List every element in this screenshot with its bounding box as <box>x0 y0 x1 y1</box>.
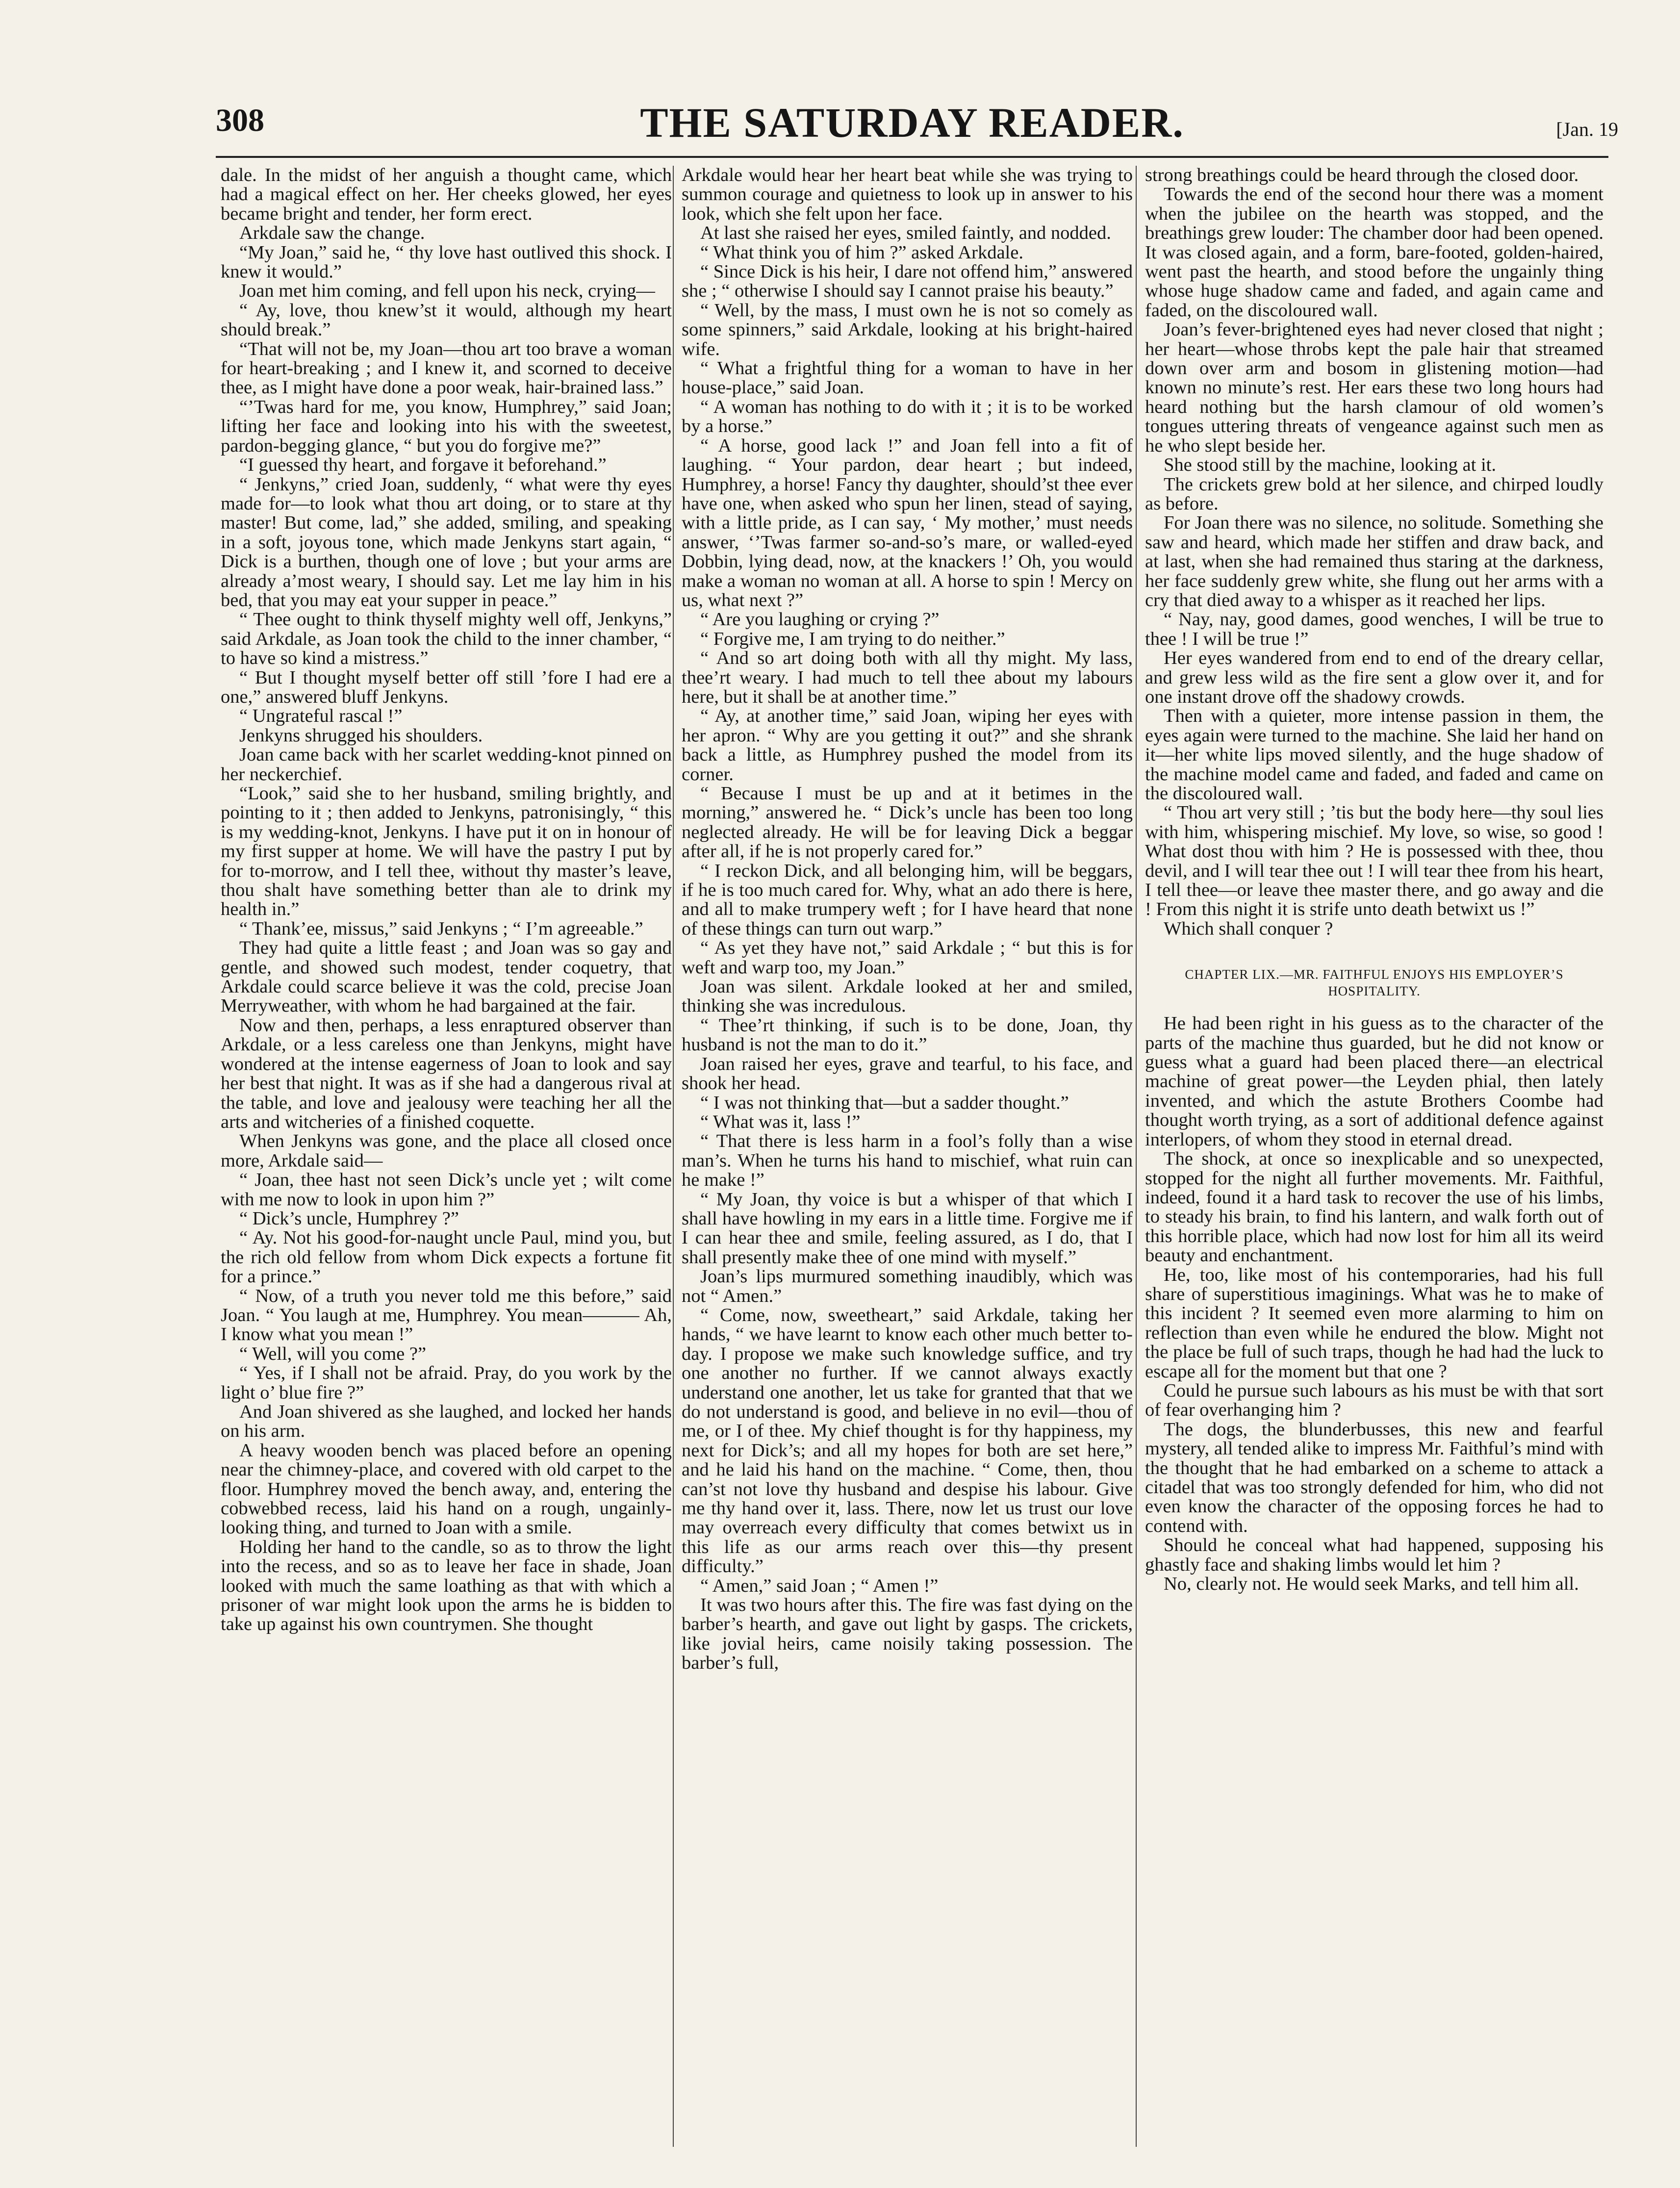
paragraph: “ Now, of a truth you never told me this before,” said Joan. “ You laugh at me, Humphrey. You mean——— Ah, I know what you mean !” <box>221 1285 672 1345</box>
paragraph: Joan’s lips murmured something inaudibly, which was not “ Amen.” <box>682 1266 1133 1306</box>
paragraph: “Look,” said she to her husband, smiling brightly, and pointing to it ; then added to Jenkyns, patronisingly, “ this is my wedding-knot, Jenkyns. I have put it on in honour of my first supper at home. We will have the pastry I put by for to-morrow, and I tell thee, without thy master’s leave, thou shalt have something better than ale to drink my health in.” <box>221 783 672 920</box>
paragraph: It was two hours after this. The fire was fast dying on the barber’s hearth, and gave out light by gasps. The crickets, like jovial heirs, came noisily taking possession. The barber’s full, <box>682 1595 1133 1674</box>
paragraph: “ Ungrateful rascal !” <box>239 706 403 727</box>
paragraph: “’Twas hard for me, you know, Humphrey,” said Joan; lifting her face and looking into his with the sweetest, pardon-begging glance, “ but you do forgive me?” <box>221 396 672 456</box>
text-column-1 <box>221 166 672 2147</box>
paragraph: “I guessed thy heart, and forgave it beforehand.” <box>239 455 607 476</box>
paragraph: “ A woman has nothing to do with it ; it is to be worked by a horse.” <box>682 396 1133 437</box>
paragraph: The shock, at once so inexplicable and so unexpected, stopped for the night all further movements. Mr. Faithful, indeed, found it a hard task to recover the use of his limbs, to steady his brain, to find his lantern, and walk forth out of this horrible place, which had now lost for him all its weird beauty and enchantment. <box>1145 1148 1604 1266</box>
paragraph: “ Well, will you come ?” <box>239 1343 427 1364</box>
masthead: THE SATURDAY READER. <box>640 99 1184 146</box>
paragraph: “ Ay, love, thou knew’st it would, although my heart should break.” <box>221 300 672 340</box>
paragraph: “ Forgive me, I am trying to do neither.” <box>700 628 1005 649</box>
paragraph: “ I reckon Dick, and all belonging him, will be beggars, if he is too much cared for. Why, what an ado there is here, and all to make trumpery weft ; for I have heard that none of these things can turn out warp.” <box>682 860 1133 939</box>
paragraph: Arkdale saw the change. <box>239 223 425 244</box>
paragraph: The crickets grew bold at her silence, and chirped loudly as before. <box>1145 474 1604 514</box>
paragraph: No, clearly not. He would seek Marks, and tell him all. <box>1164 1574 1579 1595</box>
paragraph: Her eyes wandered from end to end of the dreary cellar, and grew less wild as the fire sent a glow over it, and for one instant drove off the shadowy crowds. <box>1145 648 1604 707</box>
header-rule <box>216 156 1608 158</box>
paragraph: Arkdale would hear her heart beat while she was trying to summon courage and quietness to look up in answer to his look, which she felt upon her face. <box>682 166 1133 224</box>
chapter-heading: CHAPTER LIX.—MR. FAITHFUL ENJOYS HIS EMPLOYER’S HOSPITALITY. <box>1185 967 1564 999</box>
paragraph: “ Thee ought to think thyself mighty well off, Jenkyns,” said Arkdale, as Joan took the child to the inner chamber, “ to have so kind a mistress.” <box>221 609 672 669</box>
paragraph: “ Thou art very still ; ’tis but the body here—thy soul lies with him, whispering mischief. My love, so wise, so good ! What dost thou with him ? He is possessed with thee, thou devil, and I will tear thee out ! I will tear thee from his heart, I tell thee—or leave thee master there, and go away and die ! From this night it is strife unto death betwixt us !” <box>1145 802 1604 920</box>
paragraph: The dogs, the blunderbusses, this new and fearful mystery, all tended alike to impress Mr. Faithful’s mind with the thought that he had embarked on a scheme to attack a citadel that was too strongly defended for him, who did not even know the character of the opposing forces he had to contend with. <box>1145 1419 1604 1536</box>
paragraph: She stood still by the machine, looking at it. <box>1164 455 1496 476</box>
paragraph: Joan came back with her scarlet wedding-knot pinned on her neckerchief. <box>221 744 672 785</box>
paragraph: Joan’s fever-brightened eyes had never closed that night ; her heart—whose throbs kept the pale hair that streamed down over arm and bosom in glistening motion—had known no minute’s rest. Her ears these two long hours had heard nothing but the harsh clamour of old women’s tongues uttering threats of vengeance against such men as he who slept beside her. <box>1145 319 1604 456</box>
column-divider <box>1136 166 1137 2147</box>
paragraph: Which shall conquer ? <box>1164 918 1333 939</box>
text-column-2 <box>682 166 1133 2147</box>
paragraph: At last she raised her eyes, smiled faintly, and nodded. <box>700 223 1111 244</box>
paragraph: “ What think you of him ?” asked Arkdale. <box>700 242 1023 263</box>
paragraph: He had been right in his guess as to the character of the parts of the machine thus guarded, but he did not know or guess what a guard had been placed there—an electrical machine of great power—the Leyden phial, then lately invented, and which the astute Brothers Coombe had thought worth trying, as a sort of additional defence against interlopers, of whom they stood in eternal dread. <box>1145 1013 1604 1150</box>
paragraph: “ Ay. Not his good-for-naught uncle Paul, mind you, but the rich old fellow from whom Dick expects a fortune fit for a prince.” <box>221 1227 672 1287</box>
paragraph: “ Come, now, sweetheart,” said Arkdale, taking her hands, “ we have learnt to know each other much better to-day. I propose we make such knowledge suffice, and try one another no further. If we cannot always exactly understand one another, let us take for granted that that we do not understand is good, and believe in no evil—thou of me, or I of thee. My chief thought is for thy happiness, my next for Dick’s; and all my hopes for both are set here,” and he laid his hand on the machine. “ Come, then, thou can’st not love thy husband and despise his labour. Give me thy hand over it, lass. There, now let us trust our love may overreach every difficulty that comes betwixt us in this life as our arms reach over this—thy present difficulty.” <box>682 1304 1133 1577</box>
paragraph: And Joan shivered as she laughed, and locked her hands on his arm. <box>221 1401 672 1442</box>
paragraph: “ Are you laughing or crying ?” <box>700 609 940 630</box>
paragraph: When Jenkyns was gone, and the place all closed once more, Arkdale said— <box>221 1131 672 1171</box>
paragraph: “ Thank’ee, missus,” said Jenkyns ; “ I’m agreeable.” <box>239 918 643 939</box>
paragraph: Now and then, perhaps, a less enraptured observer than Arkdale, or a less careless one than Jenkyns, might have wondered at the intense eagerness of Joan to look and say her best that night. It was as if she had a dangerous rival at the table, and love and jealousy were teaching her all the arts and witcheries of a finished coquette. <box>221 1015 672 1132</box>
paragraph: Joan raised her eyes, grave and tearful, to his face, and shook her head. <box>682 1053 1133 1094</box>
paragraph: “ Ay, at another time,” said Joan, wiping her eyes with her apron. “ Why are you getting it out?” and she shrank back a little, as Humphrey pushed the model from its corner. <box>682 706 1133 785</box>
paragraph: “ And so art doing both with all thy might. My lass, thee’rt weary. I had much to tell thee about my labours here, but it shall be at another time.” <box>682 648 1133 707</box>
paragraph: “That will not be, my Joan—thou art too brave a woman for heart-breaking ; and I knew it, and scorned to deceive thee, as I might have done a poor weak, hair-brained lass.” <box>221 338 672 398</box>
paragraph: A heavy wooden bench was placed before an opening near the chimney-place, and covered with old carpet to the floor. Humphrey moved the bench away, and, entering the cobwebbed recess, laid his hand on a rough, ungainly-looking thing, and turned to Joan with a smile. <box>221 1440 672 1538</box>
paragraph: Then with a quieter, more intense passion in them, the eyes again were turned to the machine. She laid her hand on it—her white lips moved silently, and the huge shadow of the machine model came and faded, and faded and came on the discoloured wall. <box>1145 706 1604 804</box>
paragraph: They had quite a little feast ; and Joan was so gay and gentle, and showed such modest, tender coquetry, that Arkdale could scarce believe it was the cold, precise Joan Merryweather, with whom he had bargained at the fair. <box>221 938 672 1017</box>
paragraph: “ What was it, lass !” <box>700 1111 861 1132</box>
paragraph: “ But I thought myself better off still ’fore I had ere a one,” answered bluff Jenkyns. <box>221 667 672 707</box>
paragraph: “ Amen,” said Joan ; “ Amen !” <box>700 1575 939 1596</box>
page-number: 308 <box>216 102 264 138</box>
paragraph: Towards the end of the second hour there was a moment when the jubilee on the hearth was stopped, and the breathings grew louder: The chamber door had been opened. It was closed again, and a form, bare-footed, golden-haired, went past the hearth, and stood before the ungainly thing whose huge shadow came and faded, and again came and faded, on the discoloured wall. <box>1145 184 1604 321</box>
paragraph: “ Nay, nay, good dames, good wenches, I will be true to thee ! I will be true !” <box>1145 609 1604 649</box>
paragraph: “ As yet they have not,” said Arkdale ; “ but this is for weft and warp too, my Joan.” <box>682 938 1133 978</box>
paragraph: “ Because I must be up and at it betimes in the morning,” answered he. “ Dick’s uncle has been too long neglected already. He will be for leaving Dick a beggar after all, if he is not properly cared for.” <box>682 783 1133 862</box>
paragraph: He, too, like most of his contemporaries, had his full share of superstitious imaginings. What was he to make of this incident ? It seemed even more alarming to him on reflection than even while he endured the blow. Might not the place be full of such traps, though he had had the luck to escape all for the moment but that one ? <box>1145 1264 1604 1382</box>
paragraph: For Joan there was no silence, no solitude. Something she saw and heard, which made her stiffen and draw back, and at last, when she had remained thus staring at the darkness, her face suddenly grew white, she flung out her arms with a cry that died away to a whisper as it reached her lips. <box>1145 512 1604 611</box>
paragraph: Joan met him coming, and fell upon his neck, crying— <box>239 280 655 302</box>
paragraph: “ Thee’rt thinking, if such is to be done, Joan, thy husband is not the man to do it.” <box>682 1015 1133 1055</box>
paragraph: “ Yes, if I shall not be afraid. Pray, do you work by the light o’ blue fire ?” <box>221 1363 672 1403</box>
paragraph: Holding her hand to the candle, so as to throw the light into the recess, and so as to leave her face in shade, Joan looked with much the same loathing as that with which a prisoner of war might look upon the arms he is bidden to take up against his own countrymen. She thought <box>221 1536 672 1635</box>
paragraph: Joan was silent. Arkdale looked at her and smiled, thinking she was incredulous. <box>682 976 1133 1017</box>
paragraph: “ I was not thinking that—but a sadder thought.” <box>700 1092 1069 1113</box>
paragraph: “ What a frightful thing for a woman to have in her house-place,” said Joan. <box>682 358 1133 398</box>
page-header <box>216 98 1618 152</box>
paragraph: “My Joan,” said he, “ thy love hast outlived this shock. I knew it would.” <box>221 242 672 282</box>
issue-date: [Jan. 19 <box>1556 118 1618 140</box>
paragraph: dale. In the midst of her anguish a thought came, which had a magical effect on her. Her cheeks glowed, her eyes became bright and tender, her form erect. <box>221 166 672 224</box>
paragraph: “ My Joan, thy voice is but a whisper of that which I shall have howling in my ears in a little time. Forgive me if I can hear thee and smile, feeling assured, as I do, that I shall presently make thee of one mind with myself.” <box>682 1189 1133 1268</box>
paragraph: “ A horse, good lack !” and Joan fell into a fit of laughing. “ Your pardon, dear heart ; but indeed, Humphrey, a horse! Fancy thy daughter, should’st thee ever have one, when asked who spun her linen, stead of saying, with a little pride, as I can say, ‘ My mother,’ must needs answer, ‘’Twas farmer so-and-so’s mare, or walled-eyed Dobbin, lying dead, now, at the knackers !’ Oh, you would make a woman no woman at all. A horse to spin ! Mercy on us, what next ?” <box>682 435 1133 611</box>
text-column-3 <box>1145 166 1604 2147</box>
paragraph: “ That there is less harm in a fool’s folly than a wise man’s. When he turns his hand to mischief, what ruin can he make !” <box>682 1131 1133 1191</box>
paragraph: strong breathings could be heard through the closed door. <box>1145 166 1579 185</box>
paragraph: “ Since Dick is his heir, I dare not offend him,” answered she ; “ otherwise I should say I cannot praise his beauty.” <box>682 261 1133 302</box>
paragraph: “ Well, by the mass, I must own he is not so comely as some spinners,” said Arkdale, looking at his bright-haired wife. <box>682 300 1133 359</box>
paragraph: “ Jenkyns,” cried Joan, suddenly, “ what were thy eyes made for—to look what thou art doing, or to stare at thy master! But come, lad,” she added, smiling, and speaking in a soft, joyous tone, which made Jenkyns start again, “ Dick is a burthen, though one of love ; but your arms are already a’most weary, I should say. Let me lay him in his bed, that you may eat your supper in peace.” <box>221 474 672 611</box>
column-divider <box>673 166 674 2147</box>
paragraph: Could he pursue such labours as his must be with that sort of fear overhanging him ? <box>1145 1380 1604 1421</box>
paragraph: Jenkyns shrugged his shoulders. <box>239 725 483 746</box>
paragraph: Should he conceal what had happened, supposing his ghastly face and shaking limbs would let him ? <box>1145 1535 1604 1575</box>
paragraph: “ Joan, thee hast not seen Dick’s uncle yet ; wilt come with me now to look in upon him ?” <box>221 1170 672 1210</box>
paragraph: “ Dick’s uncle, Humphrey ?” <box>239 1208 459 1229</box>
